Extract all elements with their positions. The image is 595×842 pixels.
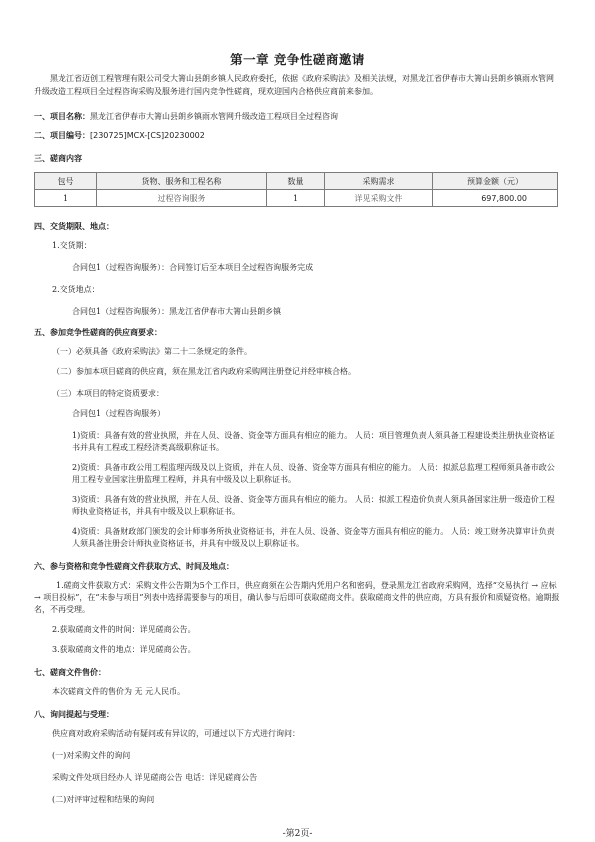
inquiry-contact: 采购文件处项目经办人 详见磋商公告 电话：详见磋商公告 xyxy=(52,773,258,782)
chapter-title: 第一章 竞争性磋商邀请 xyxy=(230,52,365,67)
table-cell: 1 xyxy=(267,190,325,207)
project-number-label: 二、项目编号： xyxy=(34,131,90,140)
qualification-2: 2)资质：具备市政公用工程监理丙级及以上资质，并在人员、设备、资金等方面具有相应的能力。 人员：拟派总监理工程师须具备市政公用工程专业国家注册监理工程师，并具有中级及以上职称证书。 xyxy=(72,463,555,484)
project-name-label: 一、项目名称： xyxy=(34,111,90,121)
delivery-place-text: 合同包1（过程咨询服务）：黑龙江省伊春市大箐山县朗乡镇 xyxy=(72,307,282,316)
table-cell: 1 xyxy=(35,190,97,207)
table-header: 数量 xyxy=(267,173,325,190)
requirement-item-3: （三）本项目的特定资质要求： xyxy=(52,389,164,398)
project-number-value: [230725]MCX-[CS]20230002 xyxy=(90,131,205,140)
table-header: 预算金额（元） xyxy=(433,173,558,190)
requirement-item-2: （二）参加本项目磋商的供应商，须在黑龙江省内政府采购网注册登记并经审核合格。 xyxy=(52,367,356,376)
table-header-row xyxy=(35,173,558,190)
table-header: 包号 xyxy=(35,173,97,190)
table-row xyxy=(35,190,558,207)
delivery-place-label: 2.交货地点： xyxy=(52,285,100,294)
consultation-table xyxy=(34,172,558,207)
section-supplier-requirements: 五、参加竞争性磋商的供应商要求： xyxy=(34,327,162,337)
inquiry-item-1: (一)对采购文件的询问 xyxy=(52,751,131,760)
contract-package-label: 合同包1（过程咨询服务） xyxy=(72,409,166,418)
section-inquiry: 八、询问提起与受理： xyxy=(34,709,114,719)
requirement-item-1: （一）必须具备《政府采购法》第二十二条规定的条件。 xyxy=(52,347,252,356)
section-project-name xyxy=(34,110,338,123)
table-cell-budget: 697,800.00 xyxy=(433,190,558,207)
table-cell: 详见采购文件 xyxy=(325,190,433,207)
document-price-text: 本次磋商文件的售价为 无 元人民币。 xyxy=(52,687,186,696)
inquiry-text: 供应商对政府采购活动有疑问或有异议的，可通过以下方式进行询问： xyxy=(52,729,300,738)
acquisition-time: 2.获取磋商文件的时间：详见磋商公告。 xyxy=(52,625,196,634)
page-number: -第2页- xyxy=(282,829,313,839)
acquisition-method: 1.磋商文件获取方式：采购文件公告期为5个工作日，供应商须在公告期内凭用户名和密码，登录黑龙江省政府采购网，选择“交易执行 → 应标 → 项目投标”，在“未参与项目”列表中选择需要参与的项目，确认参与后即可获取磋商文件。获取磋商文件的供应商，方具有报价和质疑资格。逾期报名，不再受理。 xyxy=(34,581,560,614)
section-document-acquisition: 六、参与资格和竞争性磋商文件获取方式、时间及地点： xyxy=(34,561,234,571)
project-name-value: 黑龙江省伊春市大箐山县朗乡镇雨水管网升级改造工程项目全过程咨询 xyxy=(90,112,338,121)
section-project-number xyxy=(34,130,205,142)
table-header: 货物、服务和工程名称 xyxy=(97,173,267,190)
section-document-price: 七、磋商文件售价： xyxy=(34,667,106,677)
section-consultation-content: 三、磋商内容 xyxy=(34,153,82,163)
delivery-period-text: 合同包1（过程咨询服务）：合同签订后至本项目全过程咨询服务完成 xyxy=(72,263,314,272)
table-header: 采购需求 xyxy=(325,173,433,190)
table-cell: 过程咨询服务 xyxy=(97,190,267,207)
delivery-period-label: 1.交货期： xyxy=(52,241,92,250)
inquiry-item-2: (二)对评审过程和结果的询问 xyxy=(52,795,155,804)
qualification-4: 4)资质：具备财政部门颁发的会计师事务所执业资格证书，并在人员、设备、资金等方面具有相应的能力。 人员：竣工财务决算审计负责人须具备注册会计师执业资格证书，并具有中级及以上职称证书。 xyxy=(72,527,555,548)
section-delivery: 四、交货期限、地点： xyxy=(34,221,114,231)
qualification-3: 3)资质：具备有效的营业执照，并在人员、设备、资金等方面具有相应的能力。 人员：拟派工程造价负责人须具备国家注册一级造价工程师执业资格证书，并具有中级及以上职称证书。 xyxy=(72,495,555,516)
qualification-1: 1)资质：具备有效的营业执照，并在人员、设备、资金等方面具有相应的能力。 人员：项目管理负责人须具备工程建设类注册执业资格证书并具有工程或工程经济类高级职称证书。 xyxy=(72,431,555,452)
intro-paragraph: 黑龙江省迈创工程管理有限公司受大箐山县朗乡镇人民政府委托，依据《政府采购法》及相关法规，对黑龙江省伊春市大箐山县朗乡镇雨水管网升级改造工程项目全过程咨询采购及服务进行国内竞争性磋商，现欢迎国内合格供应商前来参加。 xyxy=(34,74,554,96)
acquisition-place: 3.获取磋商文件的地点：详见磋商公告。 xyxy=(52,645,196,654)
